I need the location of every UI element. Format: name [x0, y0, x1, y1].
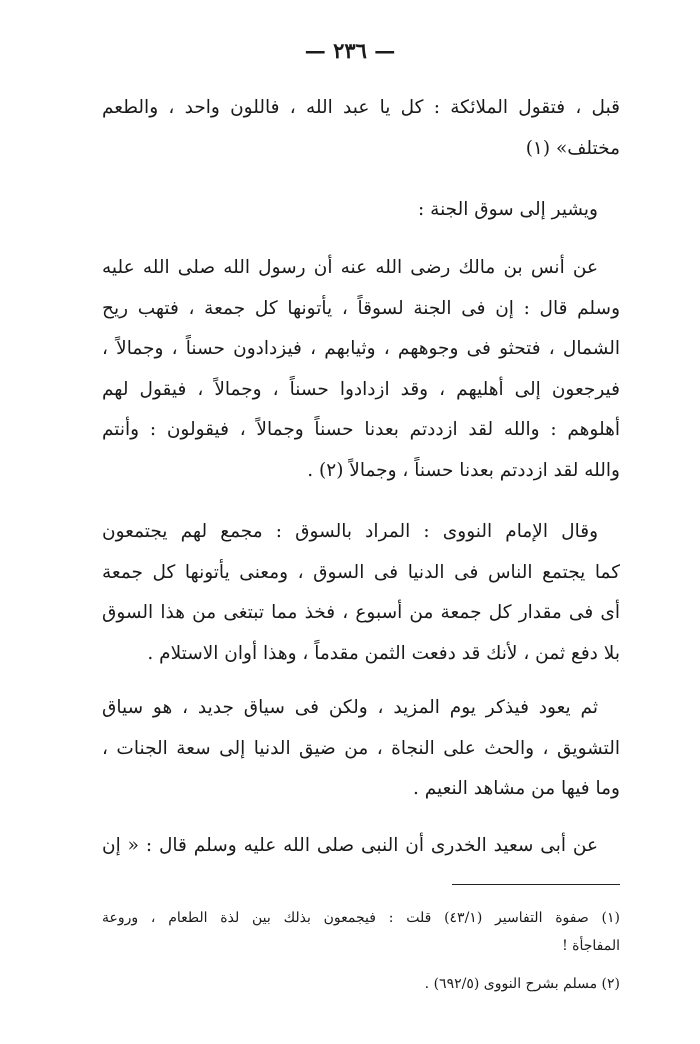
- text-line: أهلوهم : والله لقد ازددتم بعدنا حسناً وجمالاً ، فيقولون : وأنتم: [102, 419, 620, 440]
- paragraph-4: [102, 512, 620, 674]
- paragraph-2: [102, 190, 620, 231]
- paragraph-5: [102, 688, 620, 810]
- footnote-separator: [452, 884, 620, 885]
- text-line: وما فيها من مشاهد النعيم .: [412, 778, 620, 799]
- page-number: — ٢٣٦ —: [304, 38, 396, 63]
- text-line: مختلف» (١): [525, 137, 620, 159]
- text-line: أى فى مقدار كل جمعة من أسبوع ، فخذ مما تبتغى من هذا السوق: [102, 602, 620, 623]
- footnote-line: المفاجأة !: [562, 938, 620, 954]
- text-line: كما يجتمع الناس فى الدنيا فى السوق ، ومعنى يأتونها كل جمعة: [102, 561, 620, 583]
- footnotes: [102, 904, 620, 998]
- paragraph-6: [102, 826, 620, 867]
- text-line: وسلم قال : إن فى الجنة لسوقاً ، يأتونها كل جمعة ، فتهب ريح: [102, 297, 620, 319]
- paragraph-3: [102, 248, 620, 491]
- text-line: ثم يعود فيذكر يوم المزيد ، ولكن فى سياق جديد ، هو سياق: [102, 697, 598, 718]
- text-line: التشويق ، والحث على النجاة ، من ضيق الدنيا إلى سعة الجنات ،: [102, 737, 620, 759]
- text-line: فيرجعون إلى أهليهم ، وقد ازدادوا حسناً ، وجمالاً ، فيقول لهم: [102, 378, 620, 400]
- text-line: عن أبى سعيد الخدرى أن النبى صلى الله عليه وسلم قال : « إن: [102, 835, 599, 856]
- footnote-line: (١) صفوة التفاسير (٤٣/١) قلت : فيجمعون بذلك بين لذة الطعام ، وروعة: [102, 910, 620, 926]
- paragraph-1: [102, 88, 620, 169]
- footnote-line: (٢) مسلم بشرح النووى (٦٩٢/٥) .: [424, 976, 620, 992]
- text-line: وقال الإمام النووى : المراد بالسوق : مجمع لهم يجتمعون: [102, 521, 598, 542]
- text-line: ويشير إلى سوق الجنة :: [418, 199, 598, 220]
- text-line: قبل ، فتقول الملائكة : كل يا عبد الله ، فاللون واحد ، والطعم: [102, 97, 620, 118]
- text-line: عن أنس بن مالك رضى الله عنه أن رسول الله صلى الله عليه: [102, 257, 598, 278]
- text-line: بلا دفع ثمن ، لأنك قد دفعت الثمن مقدماً ، وهذا أوان الاستلام .: [147, 642, 620, 664]
- text-line: الشمال ، فتحثو فى وجوههم ، وثيابهم ، فيزدادون حسناً ، وجمالاً ،: [102, 338, 620, 359]
- text-line: والله لقد ازددتم بعدنا حسناً ، وجمالاً (٢) .: [307, 459, 620, 481]
